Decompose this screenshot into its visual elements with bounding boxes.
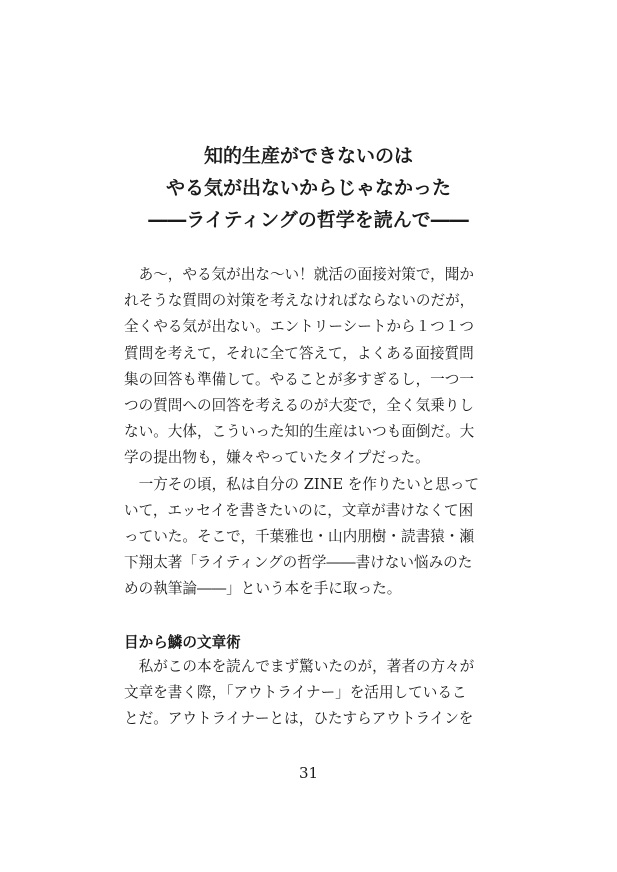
page-number: 31 (298, 764, 319, 782)
body-line: 下翔太著「ライティングの哲学――書けない悩みのた (124, 554, 473, 572)
body-line: 私がこの本を読んでまず驚いたのが，著者の方々が (124, 658, 475, 675)
section-heading: 目から鱗の文章術 (124, 634, 241, 651)
section-body-text (124, 654, 499, 733)
body-line: ない。大体，こういった知的生産はいつも面倒だ。大 (124, 423, 475, 441)
title-line-1: 知的生産ができないのは (203, 145, 413, 167)
body-line: 集の回答も準備して。やることが多すぎるし，一つ一 (124, 370, 474, 388)
body-line: 質問を考えて，それに全て答えて，よくある面接質問 (124, 344, 474, 362)
body-line: 学の提出物も，嫌々やっていたタイプだった。 (124, 449, 430, 467)
title-line-3: ――ライティングの哲学を読んで―― (148, 209, 469, 231)
body-line: 文章を書く際，「アウトライナー」を活用しているこ (124, 684, 467, 702)
body-line: とだ。アウトライナーとは，ひたすらアウトラインを (124, 710, 474, 728)
body-line: っていた。そこで，千葉雅也・山内朋樹・読書猿・瀬 (124, 528, 474, 546)
body-line: 一方その頃，私は自分の ZINE を作りたいと思って (124, 475, 480, 493)
body-line: あ～，やる気が出な～い！就活の面接対策で，聞か (124, 266, 474, 283)
body-line: つの質問への回答を考えるのが大変で，全く気乗りし (124, 397, 474, 415)
body-line: 全くやる気が出ない。エントリーシートから１つ１つ (124, 318, 474, 336)
body-text (124, 262, 499, 603)
body-line: れそうな質問の対策を考えなければならないのだが， (124, 292, 475, 310)
title-line-2: やる気が出ないからじゃなかった (165, 177, 451, 199)
body-line: めの執筆論――」という本を手に取った。 (124, 580, 402, 598)
body-line: いて，エッセイを書きたいのに，文章が書けなくて困 (124, 501, 474, 519)
essay-title (0, 140, 617, 236)
